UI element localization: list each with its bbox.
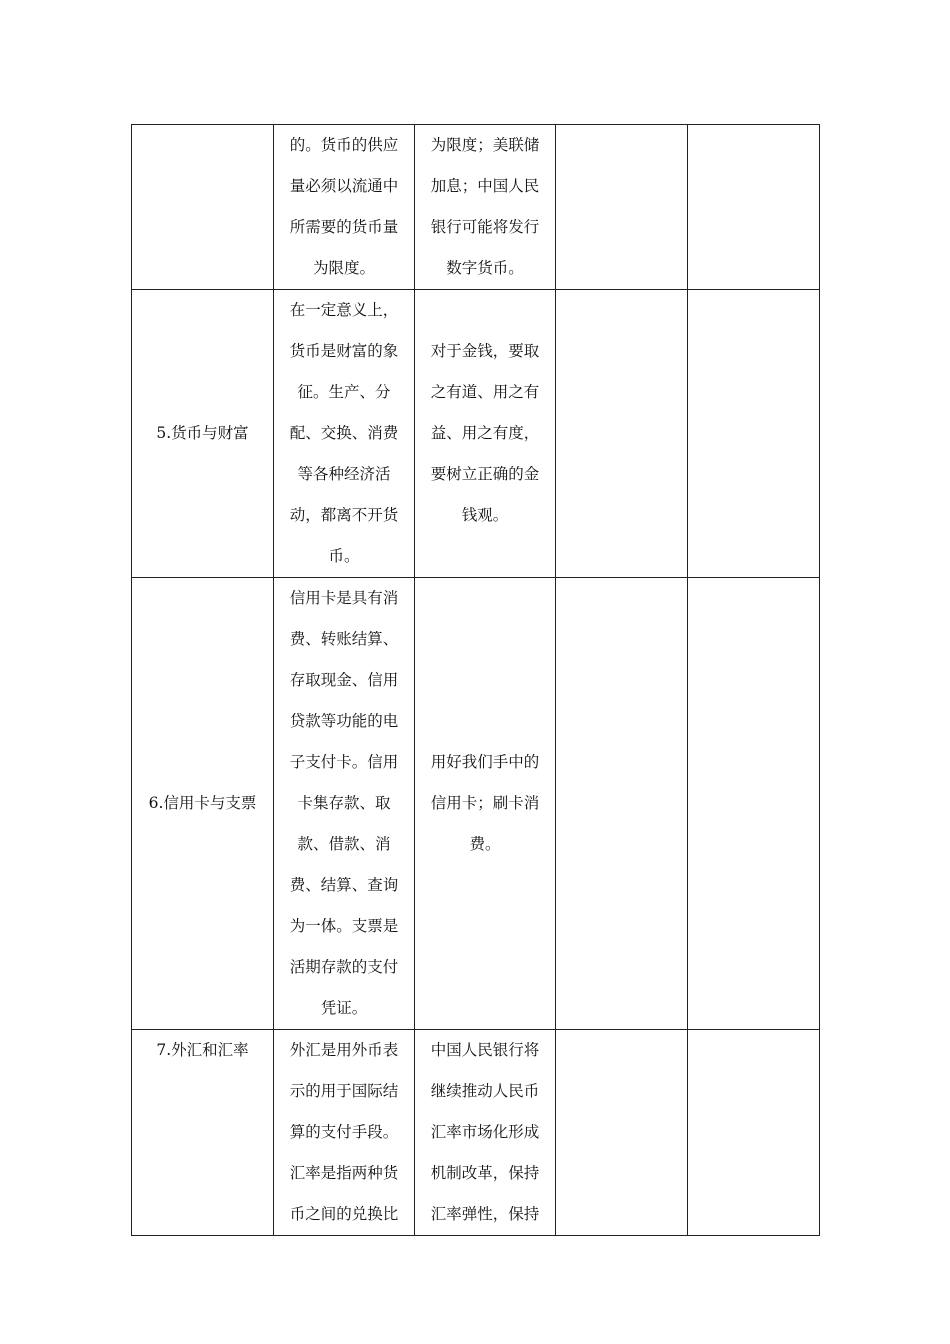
topic-cell <box>132 1030 274 1236</box>
content-text: 外汇是用外币表示的用于国际结算的支付手段。汇率是指两种货币之间的兑换比 <box>289 1041 399 1223</box>
example-cell <box>415 290 556 578</box>
table-row <box>132 290 820 578</box>
content-text: 在一定意义上，货币是财富的象征。生产、分配、交换、消费等各种经济活动，都离不开货币。 <box>289 301 399 565</box>
empty-cell <box>556 125 688 290</box>
content-cell <box>274 125 415 290</box>
content-text: 信用卡是具有消费、转账结算、存取现金、信用贷款等功能的电子支付卡。信用卡集存款、取款、借款、消费、结算、查询为一体。支票是活期存款的支付凭证。 <box>289 589 399 1017</box>
example-text: 中国人民银行将继续推动人民币汇率市场化形成机制改革，保持汇率弹性，保持 <box>430 1041 540 1223</box>
table-row <box>132 578 820 1030</box>
topic-cell <box>132 290 274 578</box>
example-text: 为限度；美联储加息；中国人民银行可能将发行数字货币。 <box>430 136 540 277</box>
example-cell <box>415 578 556 1030</box>
empty-cell <box>688 578 820 1030</box>
topic-cell <box>132 125 274 290</box>
empty-cell <box>556 578 688 1030</box>
table-row <box>132 125 820 290</box>
empty-cell <box>688 1030 820 1236</box>
empty-cell <box>688 290 820 578</box>
example-cell <box>415 1030 556 1236</box>
topic-text: 6.信用卡与支票 <box>148 794 257 812</box>
content-cell <box>274 578 415 1030</box>
content-cell <box>274 290 415 578</box>
topic-text: 5.货币与财富 <box>156 424 249 442</box>
content-cell <box>274 1030 415 1236</box>
knowledge-table <box>131 124 820 1236</box>
topic-cell <box>132 578 274 1030</box>
topic-text: 7.外汇和汇率 <box>156 1041 249 1059</box>
empty-cell <box>556 1030 688 1236</box>
example-cell <box>415 125 556 290</box>
table-row <box>132 1030 820 1236</box>
empty-cell <box>556 290 688 578</box>
empty-cell <box>688 125 820 290</box>
example-text: 对于金钱，要取之有道、用之有益、用之有度，要树立正确的金钱观。 <box>430 342 540 524</box>
example-text: 用好我们手中的信用卡；刷卡消费。 <box>430 753 540 853</box>
content-text: 的。货币的供应量必须以流通中所需要的货币量为限度。 <box>289 136 399 277</box>
